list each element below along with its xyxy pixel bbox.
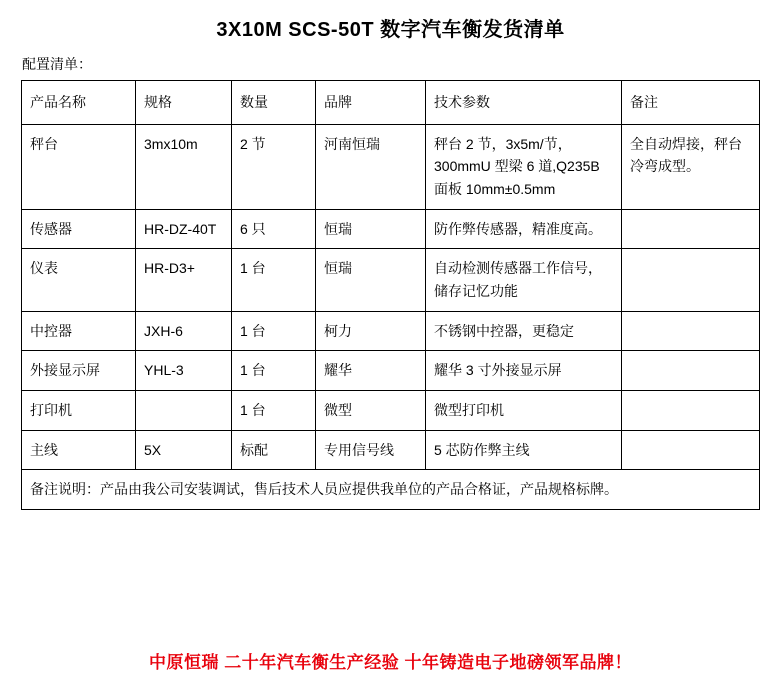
cell-brand: 专用信号线 bbox=[316, 430, 426, 470]
cell-name: 外接显示屏 bbox=[22, 351, 136, 391]
config-list-label: 配置清单： bbox=[22, 56, 92, 72]
header-cell-brand: 品牌 bbox=[316, 81, 426, 125]
cell-name: 打印机 bbox=[22, 391, 136, 431]
cell-name: 秤台 bbox=[22, 124, 136, 209]
cell-remark: 全自动焊接，秤台冷弯成型。 bbox=[622, 124, 760, 209]
cell-name: 主线 bbox=[22, 430, 136, 470]
cell-name: 仪表 bbox=[22, 249, 136, 311]
cell-qty: 1 台 bbox=[232, 249, 316, 311]
spec-table bbox=[21, 80, 760, 510]
cell-params: 耀华 3 寸外接显示屏 bbox=[426, 351, 622, 391]
cell-spec: HR-D3+ bbox=[136, 249, 232, 311]
cell-params: 自动检测传感器工作信号，储存记忆功能 bbox=[426, 249, 622, 311]
cell-qty: 1 台 bbox=[232, 351, 316, 391]
cell-brand: 耀华 bbox=[316, 351, 426, 391]
header-cell-qty: 数量 bbox=[232, 81, 316, 125]
cell-spec: 5X bbox=[136, 430, 232, 470]
cell-brand: 微型 bbox=[316, 391, 426, 431]
table-row bbox=[22, 311, 760, 351]
cell-params: 5 芯防作弊主线 bbox=[426, 430, 622, 470]
cell-spec: 3mx10m bbox=[136, 124, 232, 209]
table-row bbox=[22, 351, 760, 391]
cell-brand: 恒瑞 bbox=[316, 249, 426, 311]
cell-params: 不锈钢中控器，更稳定 bbox=[426, 311, 622, 351]
footer-slogan: 中原恒瑞 二十年汽车衡生产经验 十年铸造电子地磅领军品牌！ bbox=[149, 653, 632, 672]
page-title: 3X10M SCS-50T 数字汽车衡发货清单 bbox=[216, 19, 565, 41]
table-header-row bbox=[22, 81, 760, 125]
cell-params: 防作弊传感器，精准度高。 bbox=[426, 209, 622, 249]
cell-remark bbox=[622, 209, 760, 249]
header-cell-params: 技术参数 bbox=[426, 81, 622, 125]
cell-qty: 6 只 bbox=[232, 209, 316, 249]
header-cell-spec: 规格 bbox=[136, 81, 232, 125]
cell-brand: 柯力 bbox=[316, 311, 426, 351]
cell-params: 微型打印机 bbox=[426, 391, 622, 431]
cell-spec: YHL-3 bbox=[136, 351, 232, 391]
cell-qty: 1 台 bbox=[232, 311, 316, 351]
cell-remark bbox=[622, 249, 760, 311]
cell-qty: 2 节 bbox=[232, 124, 316, 209]
cell-spec: HR-DZ-40T bbox=[136, 209, 232, 249]
table-row bbox=[22, 249, 760, 311]
cell-qty: 标配 bbox=[232, 430, 316, 470]
table-note-row bbox=[22, 470, 760, 510]
table-row bbox=[22, 430, 760, 470]
cell-remark bbox=[622, 311, 760, 351]
cell-remark bbox=[622, 430, 760, 470]
cell-name: 传感器 bbox=[22, 209, 136, 249]
cell-name: 中控器 bbox=[22, 311, 136, 351]
cell-params: 秤台 2 节，3x5m/节，300mmU 型梁 6 道,Q235B 面板 10mm±0.5mm bbox=[426, 124, 622, 209]
table-row bbox=[22, 209, 760, 249]
table-row bbox=[22, 391, 760, 431]
header-cell-remark: 备注 bbox=[622, 81, 760, 125]
cell-brand: 恒瑞 bbox=[316, 209, 426, 249]
cell-brand: 河南恒瑞 bbox=[316, 124, 426, 209]
cell-remark bbox=[622, 351, 760, 391]
cell-remark bbox=[622, 391, 760, 431]
table-row bbox=[22, 124, 760, 209]
cell-qty: 1 台 bbox=[232, 391, 316, 431]
header-cell-name: 产品名称 bbox=[22, 81, 136, 125]
note-cell: 备注说明：产品由我公司安装调试，售后技术人员应提供我单位的产品合格证，产品规格标牌。 bbox=[22, 470, 760, 510]
cell-spec: JXH-6 bbox=[136, 311, 232, 351]
cell-spec bbox=[136, 391, 232, 431]
